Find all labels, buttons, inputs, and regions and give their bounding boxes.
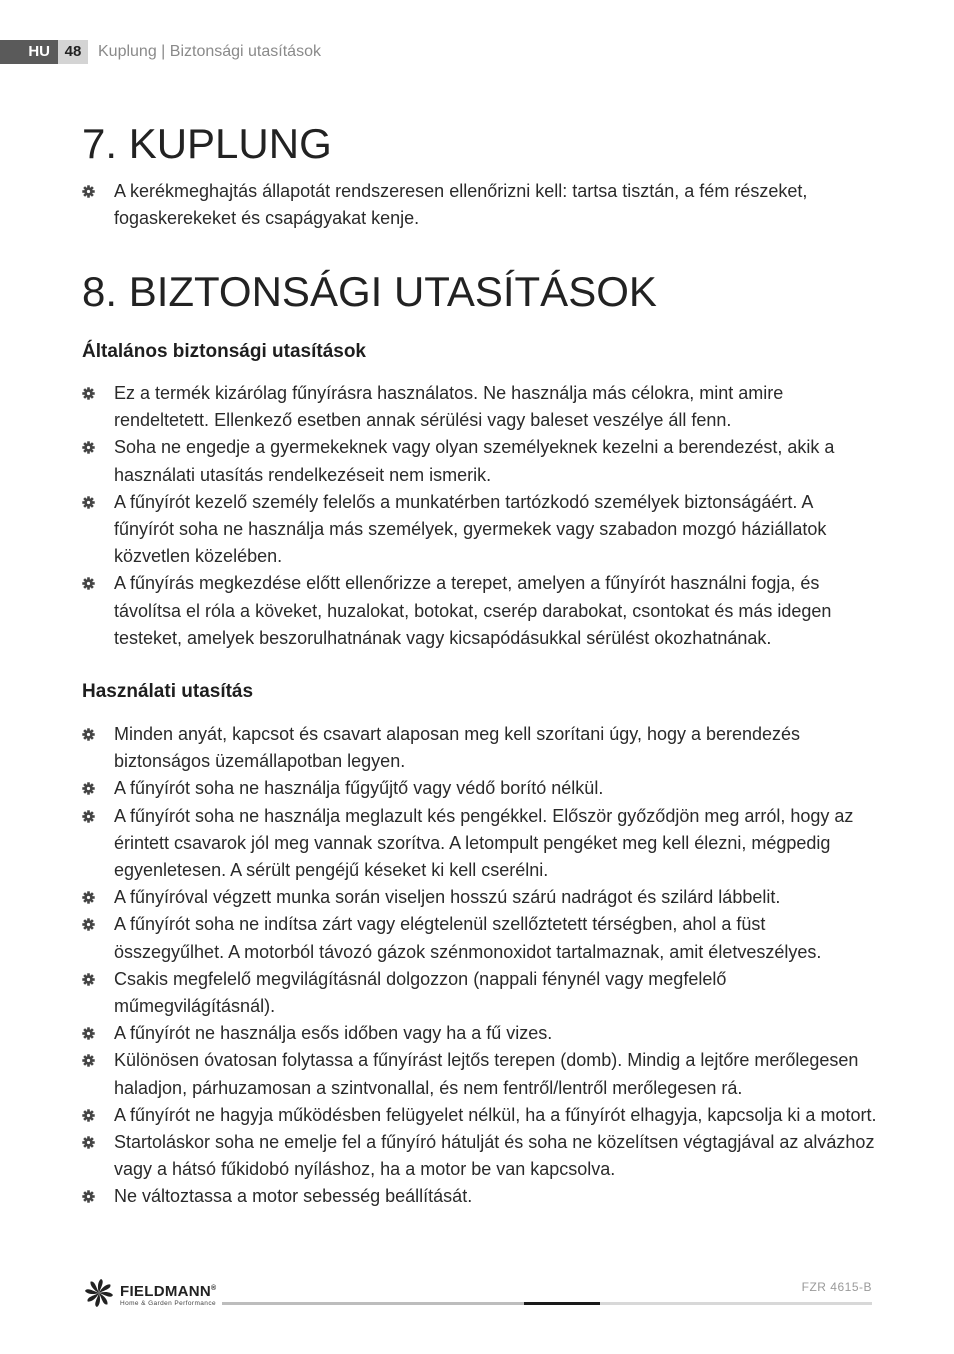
gear-bullet-icon <box>82 496 95 509</box>
list-item <box>82 911 877 965</box>
footer-rule-left <box>222 1302 524 1305</box>
footer-rule-right <box>600 1302 872 1305</box>
list-item <box>82 966 877 1020</box>
list-item-text: Különösen óvatosan folytassa a fűnyírást lejtős terepen (domb). Mindig a lejtőre merőlegesen haladjon, párhuzamosan a szintvonallal, és nem fentről/lentről merőlegesen rá. <box>114 1050 859 1098</box>
list-item-text: A fűnyírás megkezdése előtt ellenőrizze a terepet, amelyen a fűnyírót használni fogja, és távolítsa el róla a köveket, huzalokat, botokat, cserép darabokat, csontokat és más idegen testeket, amelyek beszorulhatnának vagy kicsapódásukkal sérülést okozhatnának. <box>114 573 832 648</box>
model-number: FZR 4615-B <box>801 1280 872 1294</box>
section-8-title: 8. BIZTONSÁGI UTASÍTÁSOK <box>82 268 657 315</box>
page-number: 48 <box>58 40 88 64</box>
list-item-text: Ez a termék kizárólag fűnyírásra használatos. Ne használja más célokra, mint amire rendeltetett. Ellenkező esetben annak sérülési vagy baleset veszélye áll fenn. <box>114 383 784 431</box>
list-item-text: Ne változtassa a motor sebesség beállítását. <box>114 1186 473 1207</box>
list-item <box>82 1183 877 1210</box>
section-7-list <box>82 178 877 232</box>
list-item <box>82 1020 877 1047</box>
list-item <box>82 803 877 885</box>
general-safety-heading: Általános biztonsági utasítások <box>82 341 366 362</box>
gear-bullet-icon <box>82 782 95 795</box>
list-item-text: A fűnyírót ne hagyja működésben felügyelet nélkül, ha a fűnyírót elhagyja, kapcsolja ki a motort. <box>114 1104 877 1125</box>
brand-tagline: Home & Garden Performance <box>120 1300 216 1307</box>
list-item <box>82 1102 877 1129</box>
list-item <box>82 775 877 802</box>
list-item <box>82 1129 877 1183</box>
brand-name: FIELDMANN® <box>120 1283 217 1300</box>
list-item-text: Csakis megfelelő megvilágításnál dolgozzon (nappali fénynél vagy megfelelő műmegvilágításnál). <box>114 968 727 1017</box>
list-item-text: Soha ne engedje a gyermekeknek vagy olyan személyeknek kezelni a berendezést, akik a használati utasítás rendelkezéseit nem ismerik. <box>114 437 835 485</box>
running-title: Kuplung | Biztonsági utasítások <box>98 43 321 60</box>
list-item-text: A fűnyírót kezelő személy felelős a munkatérben tartózkodó személyek biztonságáért. A fűnyírót soha ne használja más személyek, gyermekek vagy szabadon mozgó háziállatok közvetlen közelében. <box>114 491 827 567</box>
list-item <box>82 178 877 232</box>
page-footer <box>82 1278 872 1318</box>
page-header <box>0 40 321 64</box>
gear-bullet-icon <box>82 577 95 590</box>
usage-heading: Használati utasítás <box>82 681 254 702</box>
list-item <box>82 721 877 775</box>
list-item <box>82 1047 877 1101</box>
gear-bullet-icon <box>82 973 95 986</box>
section-7-title: 7. KUPLUNG <box>82 120 332 167</box>
gear-bullet-icon <box>82 1109 95 1122</box>
list-item-text: A fűnyíróval végzett munka során viseljen hosszú szárú nadrágot és szilárd lábbelit. <box>114 887 781 908</box>
gear-bullet-icon <box>82 810 95 823</box>
gear-bullet-icon <box>82 728 95 741</box>
brand-logo <box>82 1278 217 1308</box>
list-item-text: A fűnyírót soha ne indítsa zárt vagy elégtelenül szellőztetett térségben, ahol a füst összegyűlhet. A motorból távozó gázok szénmonoxidot tartalmaznak, amit életveszélyes. <box>114 914 822 962</box>
list-item <box>82 380 877 434</box>
list-item-text: A fűnyírót soha ne használja fűgyűjtő vagy védő borító nélkül. <box>114 778 604 799</box>
list-item-text: A kerékmeghajtás állapotát rendszeresen ellenőrizni kell: tartsa tisztán, a fém részeket, fogaskerekeket és csapágyakat kenje. <box>114 181 808 229</box>
gear-bullet-icon <box>82 387 95 400</box>
language-tag: HU <box>0 40 58 64</box>
list-item-text: A fűnyírót soha ne használja meglazult kés pengékkel. Először győződjön meg arról, hogy az érintett csavarok jól meg vannak szorítva. A letompult pengéket meg kell élezni, mégpedig egyenletesen. A sérült pengéjű késeket ki kell cserélni. <box>114 805 854 881</box>
fan-blade-logo-icon <box>82 1278 116 1308</box>
list-item-text: Startoláskor soha ne emelje fel a fűnyíró hátulját és soha ne közelítsen végtagjával az alvázhoz vagy a hátsó fűkidobó nyíláshoz, ha a motor be van kapcsolva. <box>114 1132 875 1180</box>
gear-bullet-icon <box>82 1027 95 1040</box>
general-safety-list <box>82 380 877 652</box>
list-item <box>82 570 877 652</box>
gear-bullet-icon <box>82 441 95 454</box>
list-item <box>82 489 877 571</box>
usage-list <box>82 721 877 1211</box>
gear-bullet-icon <box>82 918 95 931</box>
list-item <box>82 884 877 911</box>
gear-bullet-icon <box>82 1054 95 1067</box>
gear-bullet-icon <box>82 185 95 198</box>
list-item <box>82 434 877 488</box>
gear-bullet-icon <box>82 1136 95 1149</box>
list-item-text: A fűnyírót ne használja esős időben vagy ha a fű vizes. <box>114 1023 553 1044</box>
gear-bullet-icon <box>82 891 95 904</box>
list-item-text: Minden anyát, kapcsot és csavart alaposan meg kell szorítani úgy, hogy a berendezés biztonságos üzemállapotban legyen. <box>114 724 801 772</box>
gear-bullet-icon <box>82 1190 95 1203</box>
footer-rule-accent <box>524 1302 600 1305</box>
